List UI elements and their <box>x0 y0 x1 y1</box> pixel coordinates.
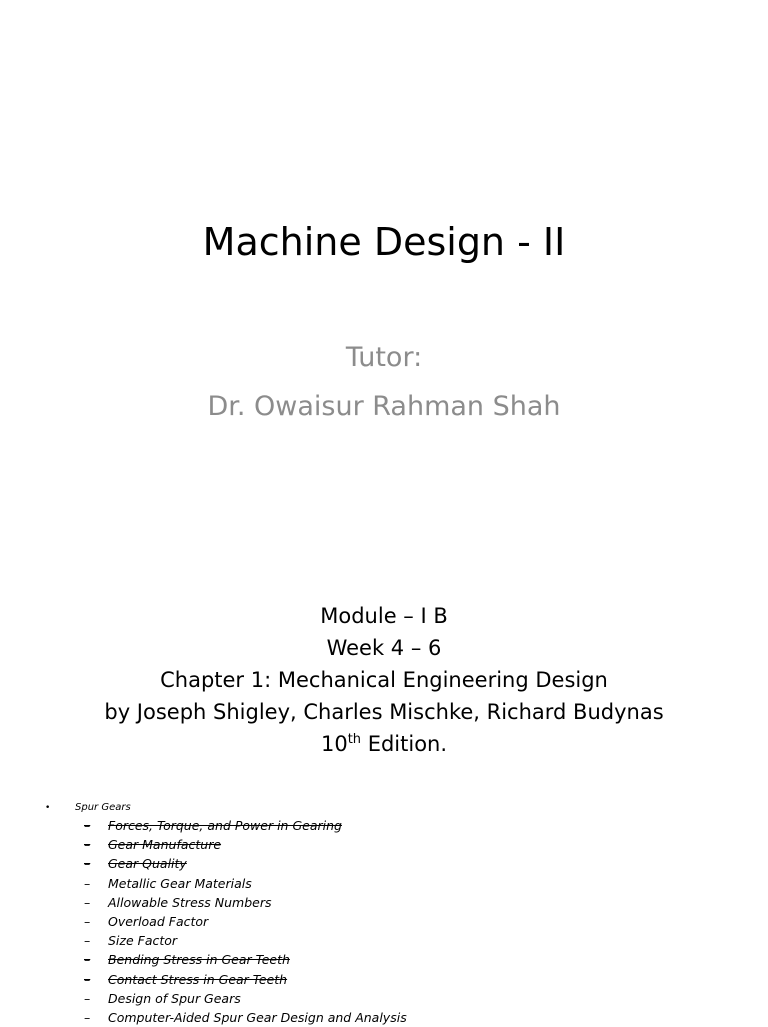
module-line: Module – I B <box>320 604 448 628</box>
week-line: Week 4 – 6 <box>326 636 442 660</box>
outline-item-label: Bending Stress in Gear Teeth <box>108 952 290 968</box>
dash-icon: – <box>84 894 91 910</box>
outline-item-label: Gear Quality <box>108 856 187 872</box>
dash-icon: – <box>84 933 91 949</box>
outline-item-label: Design of Spur Gears <box>108 990 241 1006</box>
edition-line <box>0 728 768 760</box>
outline-item-label: Metallic Gear Materials <box>108 875 252 891</box>
tutor-block <box>0 333 768 431</box>
module-block <box>0 600 768 760</box>
outline-item <box>0 854 768 873</box>
dash-icon: – <box>84 818 91 833</box>
outline-item-label: Gear Manufacture <box>108 837 222 853</box>
dash-icon: – <box>84 1009 91 1025</box>
outline-item-label: Overload Factor <box>108 913 209 929</box>
dash-icon: – <box>84 875 91 891</box>
topic-outline <box>0 800 768 1027</box>
slide-title: Machine Design - II <box>202 220 566 264</box>
outline-item-label: Contact Stress in Gear Teeth <box>108 971 288 987</box>
tutor-label: Tutor: <box>345 342 423 373</box>
outline-item <box>0 1008 768 1027</box>
outline-item-label: Size Factor <box>108 933 178 949</box>
outline-item <box>0 912 768 931</box>
outline-item <box>0 950 768 969</box>
tutor-name: Dr. Owaisur Rahman Shah <box>207 391 561 422</box>
outline-item-label: Computer-Aided Spur Gear Design and Analysis <box>108 1009 407 1025</box>
chapter-line: Chapter 1: Mechanical Engineering Design <box>160 668 608 692</box>
dash-icon: – <box>84 837 91 853</box>
dash-icon: – <box>84 971 91 987</box>
edition-number: 10 <box>320 732 348 756</box>
outline-item <box>0 931 768 950</box>
edition-word: Edition. <box>361 732 448 756</box>
outline-heading-row <box>0 800 768 816</box>
outline-item <box>0 970 768 989</box>
dash-icon: – <box>84 913 91 929</box>
outline-item <box>0 835 768 854</box>
dash-icon: – <box>84 856 91 872</box>
edition-suffix: th <box>347 732 362 747</box>
outline-item <box>0 989 768 1008</box>
outline-item-label: Forces, Torque, and Power in Gearing <box>108 818 342 833</box>
outline-item-label: Allowable Stress Numbers <box>108 894 272 910</box>
outline-items <box>0 816 768 1027</box>
outline-item <box>0 893 768 912</box>
dash-icon: – <box>84 952 91 968</box>
authors-line: by Joseph Shigley, Charles Mischke, Richard Budynas <box>104 700 664 724</box>
dash-icon: – <box>84 990 91 1006</box>
outline-item <box>0 816 768 835</box>
bullet-icon: • <box>45 803 51 813</box>
outline-heading: Spur Gears <box>75 802 131 813</box>
outline-item <box>0 874 768 893</box>
